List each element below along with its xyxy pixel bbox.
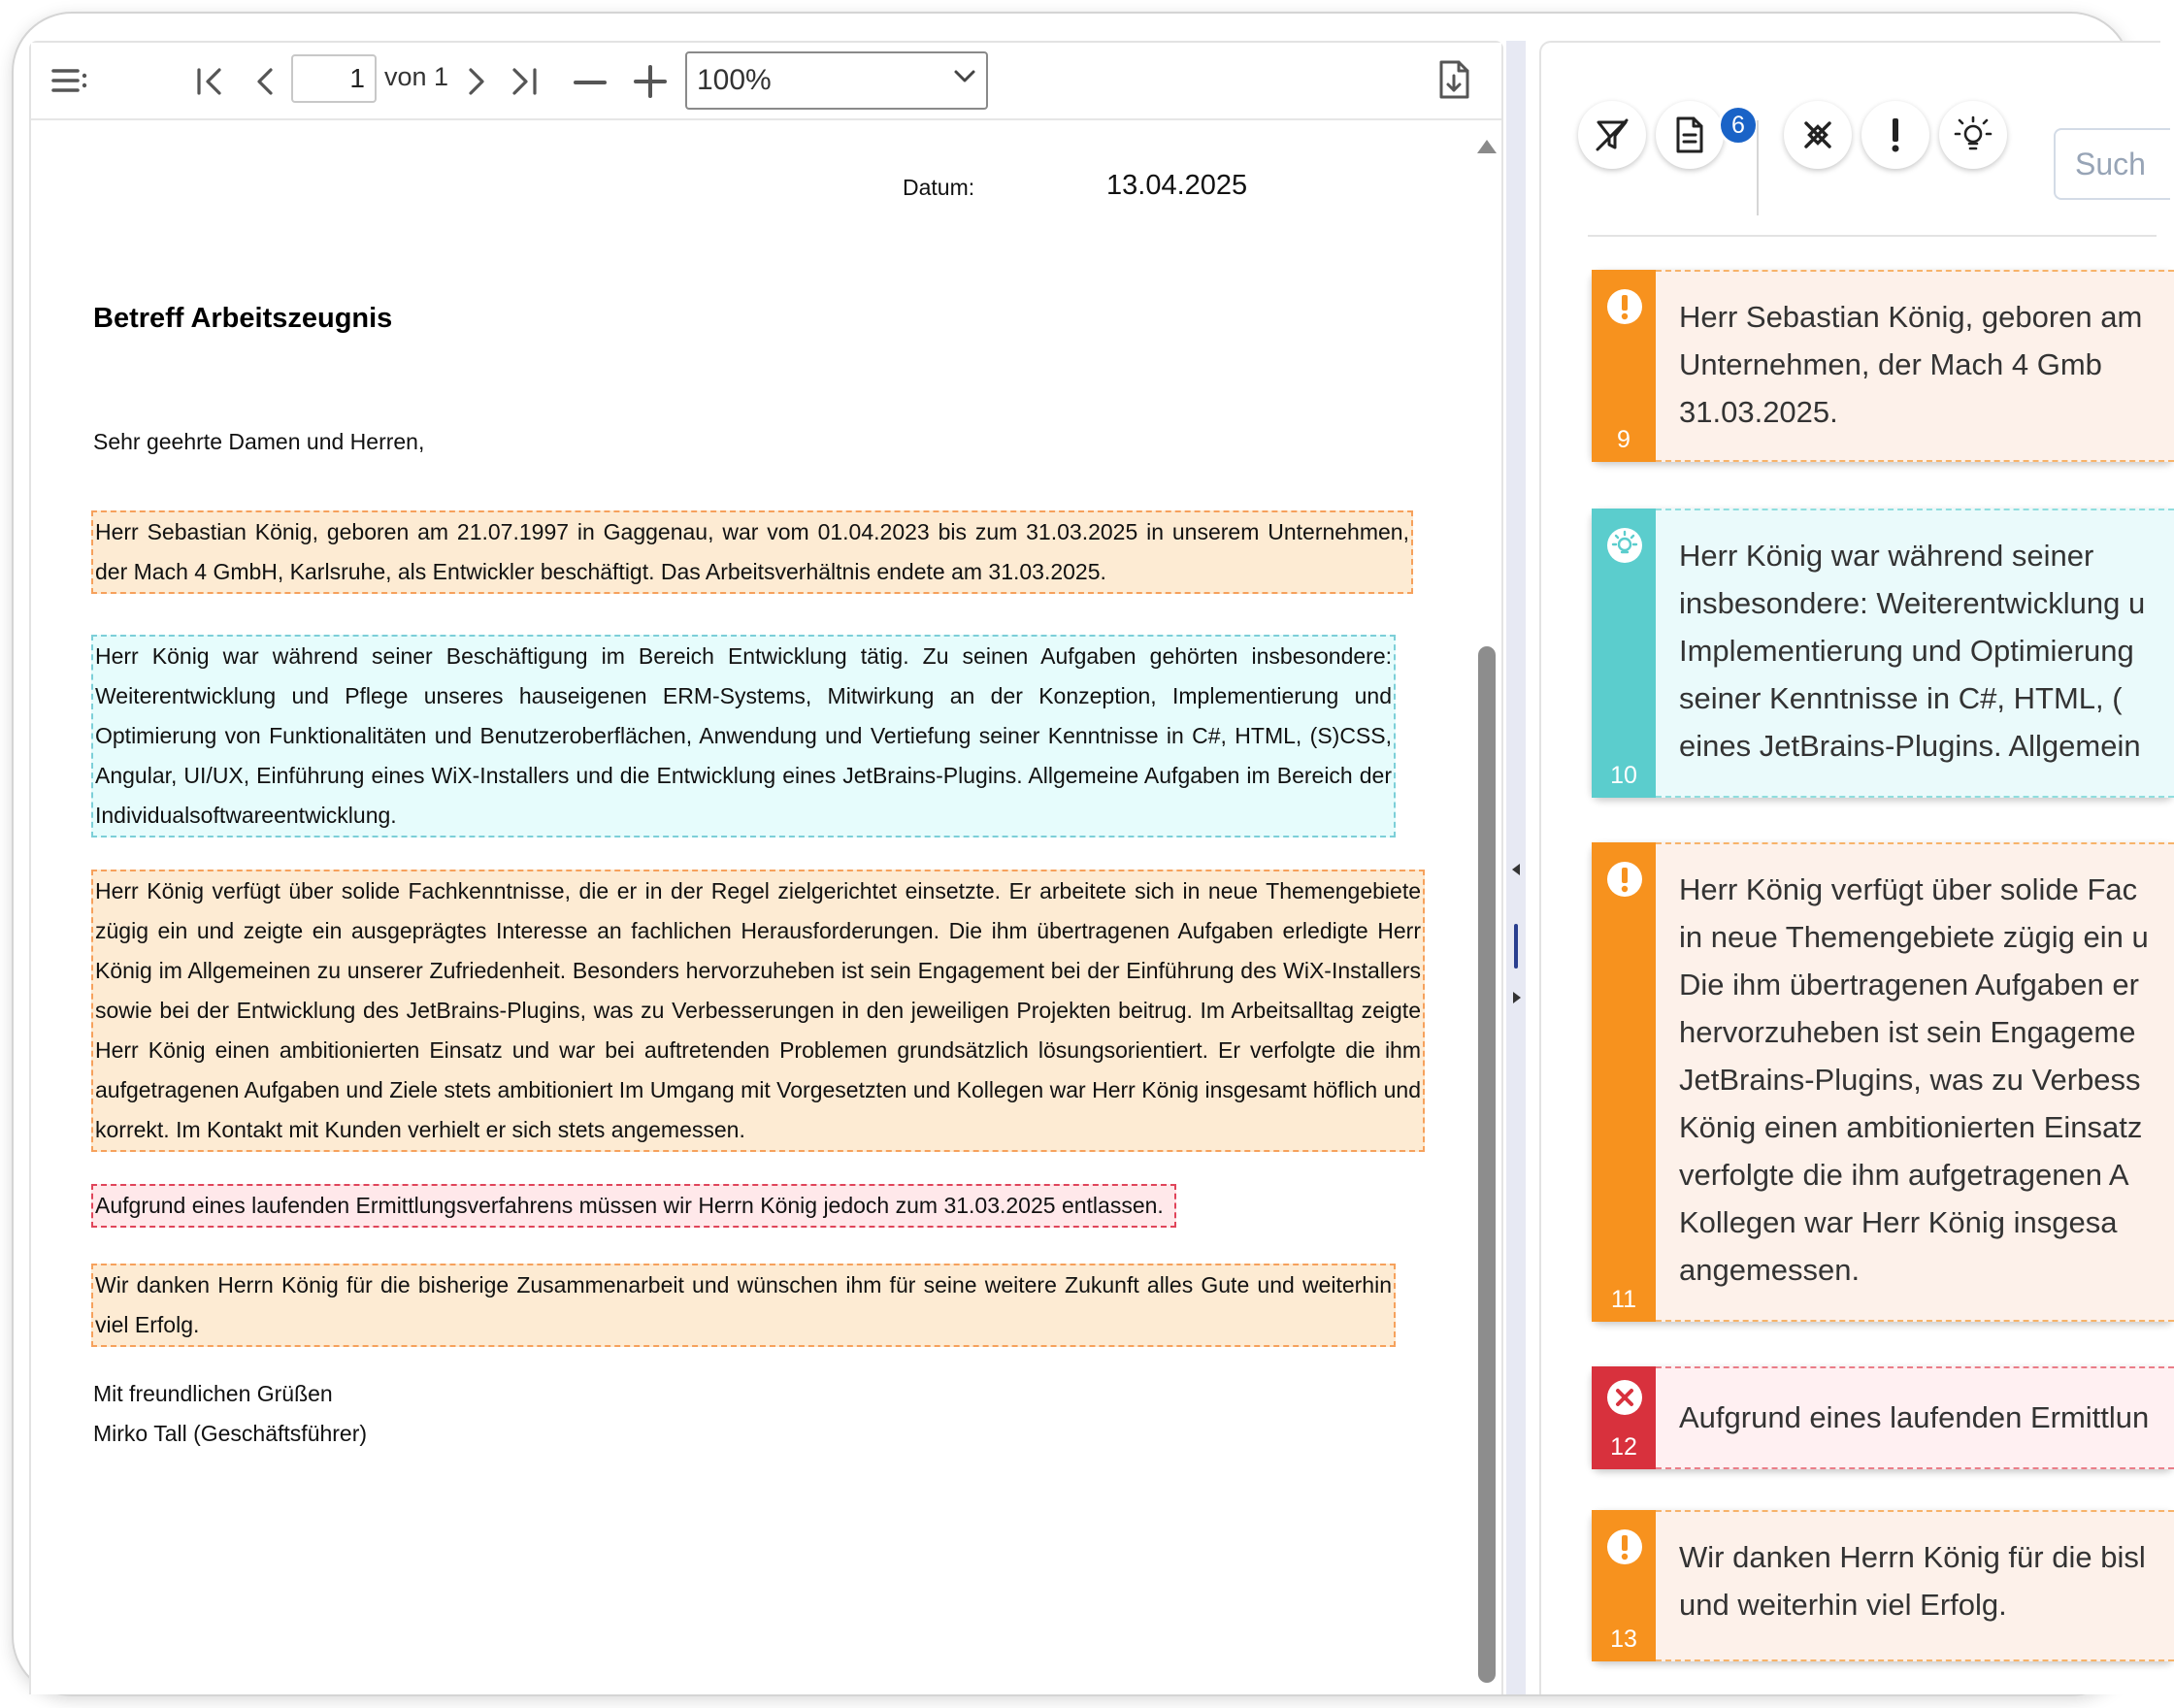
finding-card[interactable] bbox=[1592, 509, 2174, 798]
finding-line: insbesondere: Weiterentwicklung u bbox=[1679, 586, 2146, 620]
panel-splitter[interactable] bbox=[1506, 41, 1526, 1694]
document-page bbox=[31, 122, 1467, 1694]
lightbulb-icon bbox=[1605, 526, 1644, 565]
finding-line: Herr Sebastian König, geboren am bbox=[1679, 300, 2143, 334]
zoom-out-icon[interactable] bbox=[571, 66, 609, 99]
finding-line: und weiterhin viel Erfolg. bbox=[1679, 1588, 2007, 1622]
document-icon bbox=[1672, 115, 1707, 154]
chevron-down-icon bbox=[953, 69, 976, 84]
finding-line: JetBrains-Plugins, was zu Verbess bbox=[1679, 1063, 2141, 1097]
filter-off-icon bbox=[1593, 115, 1631, 154]
finding-text bbox=[1656, 842, 2174, 1322]
closing: Mit freundlichen Grüßen bbox=[93, 1381, 333, 1406]
finding-text bbox=[1656, 1510, 2174, 1661]
finding-line: angemessen. bbox=[1679, 1253, 1861, 1287]
previous-page-icon[interactable] bbox=[248, 62, 281, 101]
exclamation-circle-icon bbox=[1605, 1527, 1644, 1566]
tools-icon bbox=[1798, 115, 1837, 154]
exclamation-icon bbox=[1886, 115, 1905, 154]
signature: Mirko Tall (Geschäftsführer) bbox=[93, 1421, 368, 1446]
lightbulb-icon bbox=[1954, 115, 1993, 155]
paragraph-finding-11[interactable]: Herr König verfügt über solide Fachkenntnisse, die er in der Regel zielgerichtet einsetzte. Er arbeitete sich in neue Themengebiete zügig ein und zeigte ein ausgeprägtes Interesse an fachlichen Herausforderungen. Die ihm übertragenen Aufgaben erledigte Herr König im Allgemeinen zu unserer Zufriedenheit. Besonders hervorzuheben ist sein Engagement bei der Einführung des WiX-Installers sowie bei der Entwicklung des JetBrains-Plugins, was zu Verbesserungen in den jeweiligen Projekten beitrug. Im Arbeitsalltag zeigte Herr König einen ambitionierten Einsatz und war bei auftretenden Problemen grundsätzlich lösungsorientiert. Er verfolgte die ihm aufgetragenen Aufgaben und Ziele stets ambitioniert Im Umgang mit Vorgesetzten und Kollegen war Herr König insgesamt höflich und korrekt. Im Kontakt mit Kunden verhielt er sich stets angemessen. bbox=[91, 870, 1425, 1152]
paragraph-finding-12[interactable]: Aufgrund eines laufenden Ermittlungsverfahrens müssen wir Herrn König jedoch zum 31.03.2025 entlassen. bbox=[91, 1184, 1176, 1228]
finding-number: 9 bbox=[1617, 426, 1630, 453]
viewer-toolbar bbox=[31, 43, 1501, 120]
pdf-viewer bbox=[29, 41, 1503, 1694]
finding-line: hervorzuheben ist sein Engageme bbox=[1679, 1015, 2136, 1049]
page-count-label: von 1 bbox=[384, 62, 449, 91]
collapse-left-icon[interactable] bbox=[1512, 864, 1520, 875]
finding-line: seiner Kenntnisse in C#, HTML, ( bbox=[1679, 681, 2123, 715]
collapse-right-icon[interactable] bbox=[1513, 992, 1521, 1003]
exclamation-circle-icon bbox=[1605, 287, 1644, 326]
finding-number: 13 bbox=[1610, 1626, 1637, 1653]
finding-line: eines JetBrains-Plugins. Allgemein bbox=[1679, 729, 2141, 763]
subject-heading: Betreff Arbeitszeugnis bbox=[93, 303, 393, 334]
page-number-input[interactable] bbox=[291, 54, 377, 103]
search-input[interactable] bbox=[2054, 128, 2170, 200]
panel-divider bbox=[1588, 235, 2157, 237]
zoom-select[interactable] bbox=[685, 51, 988, 110]
zoom-in-icon[interactable] bbox=[631, 62, 670, 101]
scroll-up-arrow-icon[interactable] bbox=[1477, 140, 1497, 153]
finding-text bbox=[1656, 1366, 2174, 1469]
finding-number: 12 bbox=[1610, 1433, 1637, 1461]
sidebar-toggle-icon[interactable] bbox=[50, 64, 89, 97]
salutation: Sehr geehrte Damen und Herren, bbox=[93, 429, 425, 454]
finding-line: 31.03.2025. bbox=[1679, 395, 1838, 429]
finding-line: Herr König war während seiner bbox=[1679, 539, 2094, 573]
exclamation-circle-icon bbox=[1605, 860, 1644, 899]
finding-stripe bbox=[1592, 842, 1656, 1322]
app-window bbox=[14, 14, 2150, 1694]
notification-badge: 6 bbox=[1718, 105, 1759, 146]
finding-text bbox=[1656, 509, 2174, 798]
finding-number: 11 bbox=[1611, 1286, 1636, 1313]
splitter-grip[interactable] bbox=[1514, 924, 1518, 969]
tools-filter-button[interactable] bbox=[1784, 101, 1852, 169]
finding-line: Wir danken Herrn König für die bisl bbox=[1679, 1540, 2146, 1574]
next-page-icon[interactable] bbox=[460, 62, 493, 101]
toolbar-divider bbox=[1757, 120, 1759, 215]
finding-line: in neue Themengebiete zügig ein u bbox=[1679, 920, 2149, 954]
scrollbar-thumb[interactable] bbox=[1478, 646, 1496, 1683]
finding-line: Die ihm übertragenen Aufgaben er bbox=[1679, 968, 2139, 1002]
last-page-icon[interactable] bbox=[505, 62, 544, 101]
document-filter-button[interactable] bbox=[1656, 101, 1724, 169]
finding-line: Aufgrund eines laufenden Ermittlun bbox=[1679, 1400, 2150, 1434]
finding-line: König einen ambitionierten Einsatz bbox=[1679, 1110, 2143, 1144]
finding-card[interactable] bbox=[1592, 1510, 2174, 1661]
paragraph-finding-9[interactable]: Herr Sebastian König, geboren am 21.07.1997 in Gaggenau, war vom 01.04.2023 bis zum 31.03.2025 in unserem Unternehmen, der Mach 4 GmbH, Karlsruhe, als Entwickler beschäftigt. Das Arbeitsverhältnis endete am 31.03.2025. bbox=[91, 510, 1413, 594]
zoom-value: 100% bbox=[697, 64, 772, 96]
date-label: Datum: bbox=[903, 175, 975, 200]
finding-line: Kollegen war Herr König insgesa bbox=[1679, 1205, 2118, 1239]
paragraph-finding-10[interactable]: Herr König war während seiner Beschäftigung im Bereich Entwicklung tätig. Zu seinen Aufgaben gehörten insbesondere: Weiterentwicklung und Pflege unseres hauseigenen ERM-Systems, Mitwirkung an der Konzeption, Implementierung und Optimierung von Funktionalitäten und Benutzeroberflächen, Anwendung und Vertiefung seiner Kenntnisse in C#, HTML, (S)CSS, Angular, UI/UX, Einführung eines WiX-Installers und die Entwicklung eines JetBrains-Plugins. Allgemeine Aufgaben im Bereich der Individualsoftwareentwicklung. bbox=[91, 635, 1396, 838]
finding-line: Implementierung und Optimierung bbox=[1679, 634, 2134, 668]
finding-card[interactable] bbox=[1592, 842, 2174, 1322]
date-value: 13.04.2025 bbox=[1106, 170, 1248, 201]
clear-filter-button[interactable] bbox=[1578, 101, 1646, 169]
paragraph-finding-13[interactable]: Wir danken Herrn König für die bisherige Zusammenarbeit und wünschen ihm für seine weitere Zukunft alles Gute und weiterhin viel Erfolg. bbox=[91, 1264, 1396, 1347]
download-icon[interactable] bbox=[1434, 58, 1473, 101]
finding-line: Herr König verfügt über solide Fac bbox=[1679, 872, 2138, 906]
finding-line: Unternehmen, der Mach 4 Gmb bbox=[1679, 347, 2102, 381]
finding-line: verfolgte die ihm aufgetragenen A bbox=[1679, 1158, 2129, 1192]
suggestions-filter-button[interactable] bbox=[1939, 101, 2007, 169]
first-page-icon[interactable] bbox=[190, 62, 229, 101]
finding-card[interactable] bbox=[1592, 270, 2174, 462]
x-circle-icon bbox=[1605, 1378, 1644, 1417]
finding-text bbox=[1656, 270, 2174, 462]
finding-number: 10 bbox=[1610, 762, 1637, 789]
search-placeholder: Such bbox=[2075, 146, 2146, 181]
warnings-filter-button[interactable] bbox=[1861, 101, 1929, 169]
finding-card[interactable] bbox=[1592, 1366, 2174, 1469]
